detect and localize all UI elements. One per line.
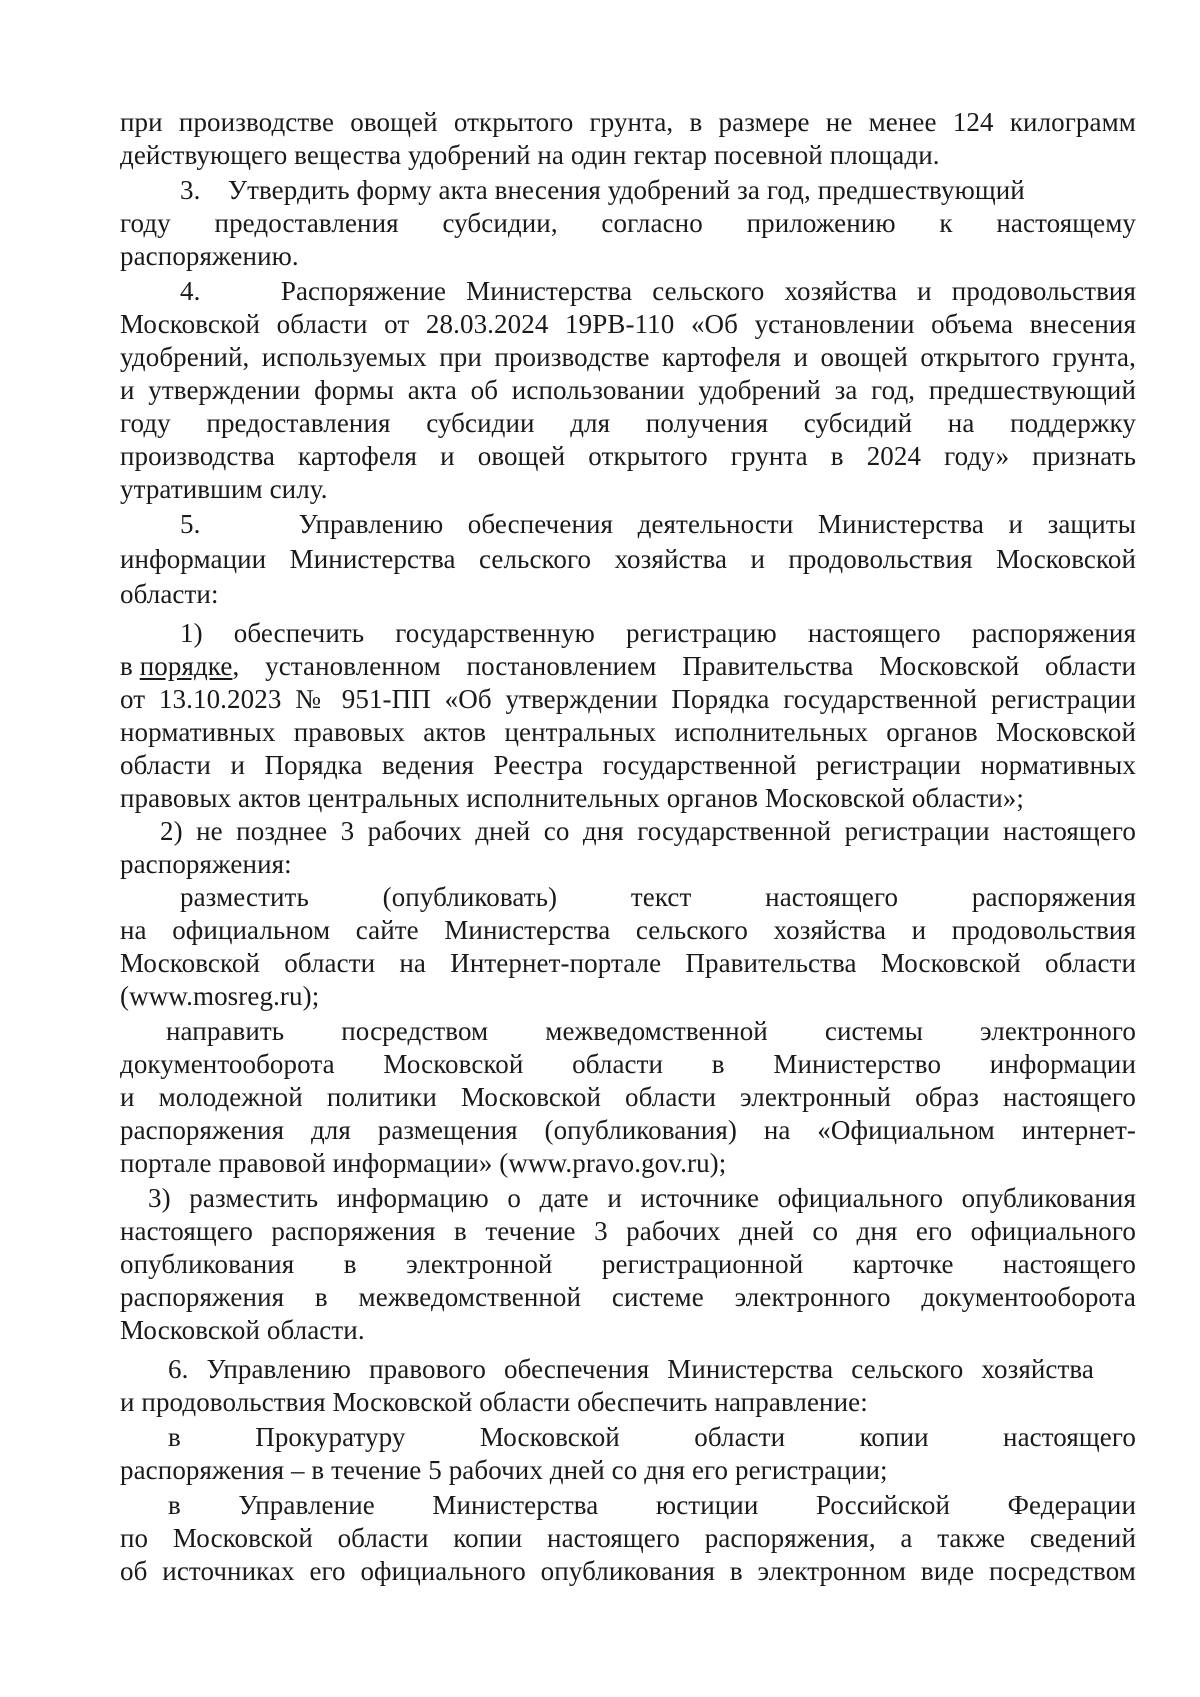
text-line: Московской области на Интернет-портале Правительства Московской области: [120, 948, 1136, 978]
text-line: и утверждении формы акта об использовании удобрений за год, предшествующий: [120, 375, 1136, 405]
text-line: об источниках его официального опубликования в электронном виде посредством: [120, 1556, 1136, 1586]
text-line: направить посредством межведомственной системы электронного: [166, 1016, 1136, 1046]
text-line: настоящего распоряжения в течение 3 рабочих дней со дня его официального: [120, 1216, 1136, 1246]
text-line: нормативных правовых актов центральных исполнительных органов Московской: [120, 717, 1136, 747]
text-line: в Прокуратуру Московской области копии настоящего: [168, 1422, 1136, 1452]
text-line: году предоставления субсидии для получения субсидий на поддержку: [120, 408, 1136, 438]
text-line: действующего вещества удобрений на один гектар посевной площади.: [120, 140, 940, 170]
document-body: [120, 106, 1136, 1588]
text-line: удобрений, используемых при производстве картофеля и овощей открытого грунта,: [120, 342, 1136, 372]
text-line: портале правовой информации» (www.pravo.gov.ru);: [120, 1148, 727, 1178]
text-line: году предоставления субсидии, согласно приложению к настоящему: [120, 208, 1136, 238]
text-line: разместить (опубликовать) текст настоящего распоряжения: [180, 882, 1136, 912]
text-fragment: , установленном постановлением Правительства Московской области: [232, 651, 1136, 681]
text-line: распоряжению.: [120, 241, 299, 271]
text-fragment: в: [120, 651, 140, 681]
text-line: 1) обеспечить государственную регистрацию настоящего распоряжения: [180, 618, 1136, 648]
text-line: 2) не позднее 3 рабочих дней со дня государственной регистрации настоящего: [160, 816, 1136, 846]
text-line: 5. Управлению обеспечения деятельности Министерства и защиты: [180, 509, 1136, 539]
text-line: правовых актов центральных исполнительных органов Московской области»;: [120, 783, 1025, 813]
text-line: и продовольствия Московской области обеспечить направление:: [120, 1387, 868, 1417]
text-line: и молодежной политики Московской области электронный образ настоящего: [120, 1082, 1136, 1112]
text-line: 6. Управлению правового обеспечения Министерства сельского хозяйства: [168, 1354, 1094, 1384]
text-line: области и Порядка ведения Реестра государственной регистрации нормативных: [120, 750, 1136, 780]
text-line: информации Министерства сельского хозяйства и продовольствия Московской: [120, 544, 1136, 574]
text-line: утратившим силу.: [120, 474, 328, 504]
text-line: документооборота Московской области в Министерство информации: [120, 1049, 1136, 1079]
text-line: от 13.10.2023 № 951-ПП «Об утверждении Порядка государственной регистрации: [120, 684, 1136, 714]
text-line: при производстве овощей открытого грунта, в размере не менее 124 килограмм: [120, 107, 1136, 137]
order-link[interactable]: порядке: [139, 651, 233, 681]
text-line: 3. Утвердить форму акта внесения удобрений за год, предшествующий: [180, 175, 1025, 205]
text-line: распоряжения в межведомственной системе электронного документооборота: [120, 1282, 1136, 1312]
text-line: 3) разместить информацию о дате и источнике официального опубликования: [148, 1183, 1136, 1213]
text-line: распоряжения – в течение 5 рабочих дней со дня его регистрации;: [120, 1455, 888, 1485]
text-line: распоряжения для размещения (опубликования) на «Официальном интернет-: [120, 1115, 1136, 1145]
text-line: на официальном сайте Министерства сельского хозяйства и продовольствия: [120, 915, 1136, 945]
text-line: по Московской области копии настоящего распоряжения, а также сведений: [120, 1523, 1136, 1553]
text-line: Московской области от 28.03.2024 19РВ-110 «Об установлении объема внесения: [120, 309, 1136, 339]
text-line: в Управление Министерства юстиции Российской Федерации: [168, 1490, 1136, 1520]
text-line: области:: [120, 579, 219, 609]
text-line: Московской области.: [120, 1315, 365, 1345]
text-line: опубликования в электронной регистрационной карточке настоящего: [120, 1249, 1136, 1279]
text-line: распоряжения:: [120, 849, 292, 879]
text-line: (www.mosreg.ru);: [120, 981, 320, 1011]
text-line: [120, 650, 1136, 683]
text-line: производства картофеля и овощей открытого грунта в 2024 году» признать: [120, 441, 1136, 471]
text-line: 4. Распоряжение Министерства сельского хозяйства и продовольствия: [180, 276, 1136, 306]
